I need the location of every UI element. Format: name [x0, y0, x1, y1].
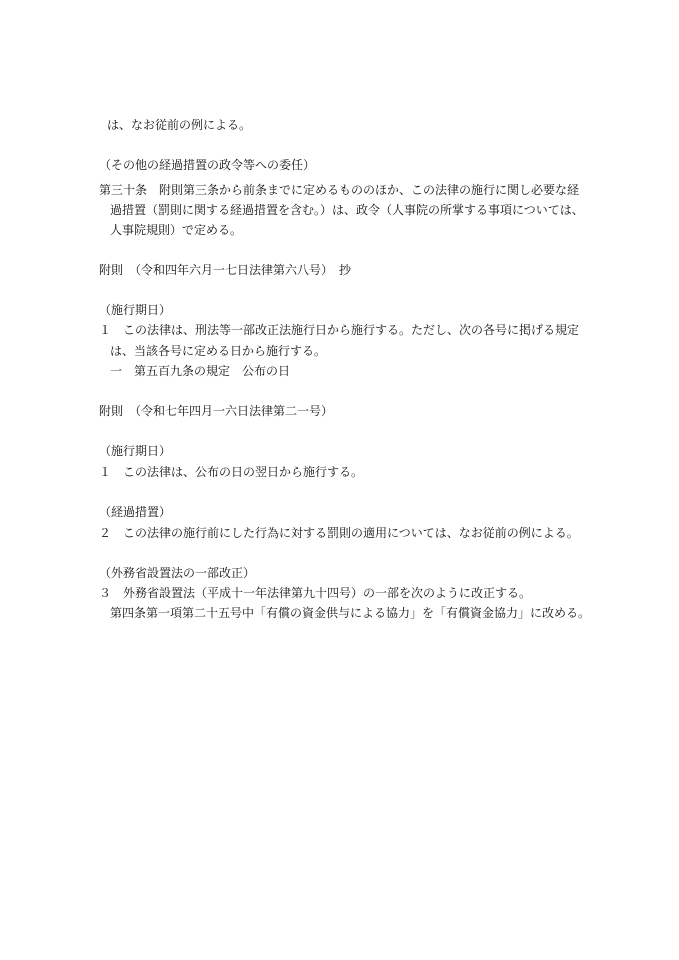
section-caption: （施行期日）	[99, 444, 172, 458]
paragraph-line: 第四条第一項第二十五号中「有償の資金供与による協力」を「有償資金協力」に改める。	[110, 606, 591, 620]
section-caption: （経過措置）	[99, 505, 172, 519]
article-30-line: 人事院規則）で定める。	[110, 223, 243, 237]
paragraph-line: は、当該各号に定める日から施行する。	[110, 344, 327, 358]
section-caption: （外務省設置法の一部改正）	[99, 566, 256, 580]
supplementary-heading: 附則 （令和七年四月一六日法律第二一号）	[99, 404, 334, 418]
item-line: 一 第五百九条の規定 公布の日	[110, 364, 291, 378]
supplementary-heading: 附則 （令和四年六月一七日法律第六八号） 抄	[99, 263, 352, 277]
paragraph-line: １ この法律は、刑法等一部改正法施行日から施行する。ただし、次の各号に掲げる規定	[99, 323, 580, 337]
article-30-line: 過措置（罰則に関する経過措置を含む。）は、政令（人事院の所掌する事項については、	[110, 203, 584, 217]
paragraph-line: ３ 外務省設置法（平成十一年法律第九十四号）の一部を次のように改正する。	[99, 586, 532, 600]
article-caption: （その他の経過措置の政令等への委任）	[99, 158, 316, 172]
section-caption: （施行期日）	[99, 303, 172, 317]
article-30-line: 第三十条 附則第三条から前条までに定めるもののほか、この法律の施行に関し必要な経	[99, 183, 580, 197]
paragraph-continuation: は、なお従前の例による。	[107, 118, 252, 132]
paragraph-line: ２ この法律の施行前にした行為に対する罰則の適用については、なお従前の例による。	[99, 526, 579, 540]
paragraph-line: １ この法律は、公布の日の翌日から施行する。	[99, 465, 364, 479]
